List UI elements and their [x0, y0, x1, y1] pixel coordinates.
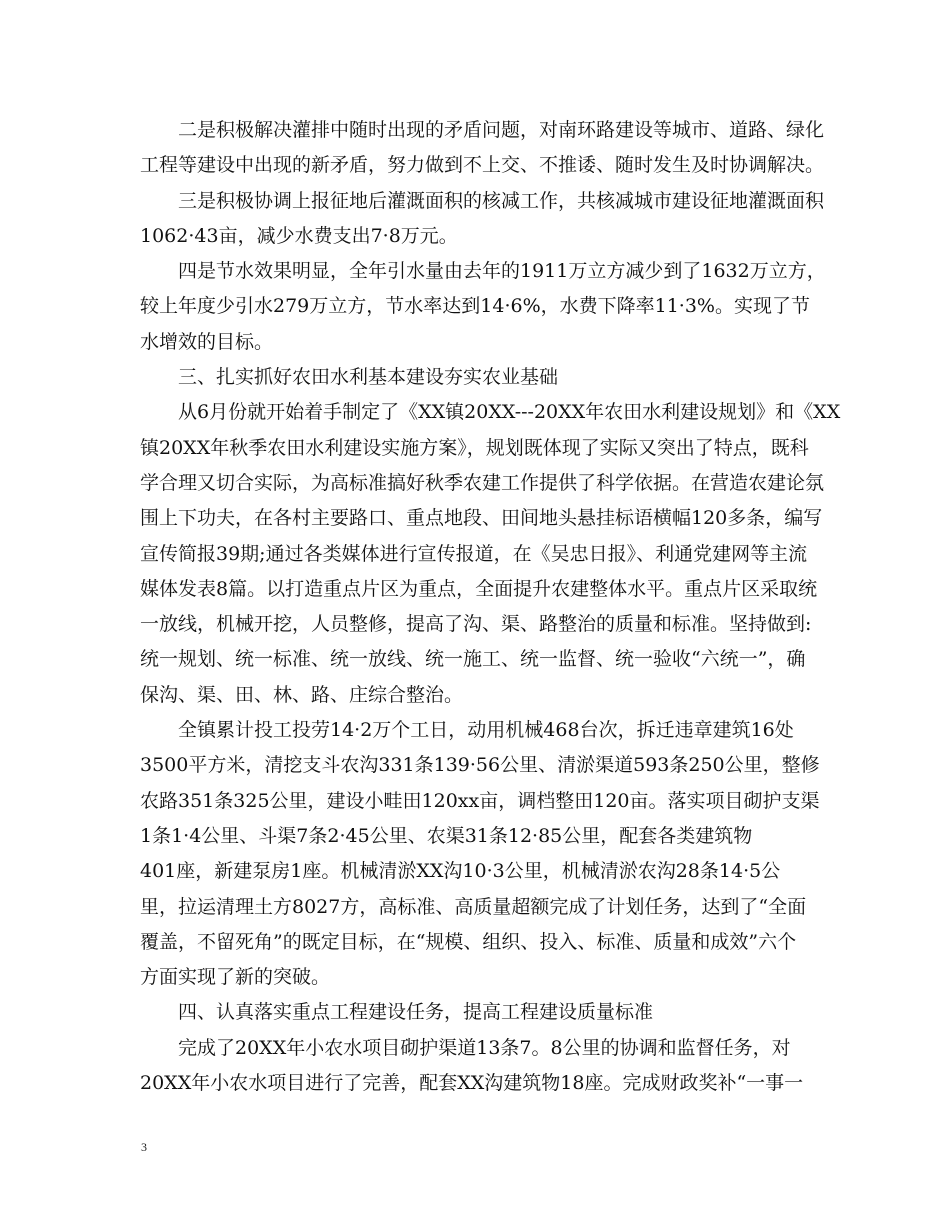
- section-heading: 三、扎实抓好农田水利基本建设夯实农业基础: [140, 366, 559, 389]
- text-line: 三是积极协调上报征地后灌溉面积的核减工作，共核减城市建设征地灌溉面积: [140, 189, 825, 212]
- text-line: 里，拉运清理土方8027方，高标准、高质量超额完成了计划任务，达到了“全面: [140, 895, 807, 918]
- text-line: 二是积极解决灌排中随时出现的矛盾问题，对南环路建设等城市、道路、绿化: [140, 119, 825, 141]
- text-line: 一放线，机械开挖，人员整修，提高了沟、渠、路整治的质量和标准。坚持做到:: [140, 613, 812, 636]
- text-line: 401座，新建泵房1座。机械清淤XX沟10·3公里，机械清淤农沟28条14·5公: [140, 860, 781, 883]
- text-line: 镇20XX年秋季农田水利建设实施方案》，规划既体现了实际又突出了特点，既科: [140, 436, 809, 459]
- text-line: 1条1·4公里、斗渠7条2·45公里、农渠31条12·85公里，配套各类建筑物: [140, 824, 753, 847]
- text-line: 20XX年小农水项目进行了完善，配套XX沟建筑物18座。完成财政奖补“一事一: [140, 1072, 804, 1095]
- text-line: 较上年度少引水279万立方，节水率达到14·6%，水费下降率11·3%。实现了节: [140, 295, 810, 318]
- text-line: 统一规划、统一标准、统一放线、统一施工、统一监督、统一验收“六统一”，确: [140, 648, 806, 671]
- text-line: 方面实现了新的突破。: [140, 966, 331, 989]
- text-line: 1062·43亩，减少水费支出7·8万元。: [140, 224, 458, 247]
- text-line: 四是节水效果明显，全年引水量由去年的1911万立方减少到了1632万立方，: [140, 260, 826, 283]
- text-line: 从6月份就开始着手制定了《XX镇20XX---20XX年农田水利建设规划》和《XX: [140, 401, 841, 424]
- text-line: 农路351条325公里，建设小畦田120xx亩，调档整田120亩。落实项目砌护支渠: [140, 789, 820, 812]
- text-line: 工程等建设中出现的新矛盾，努力做到不上交、不推诿、随时发生及时协调解决。: [140, 154, 825, 177]
- text-line: 覆盖，不留死角”的既定目标，在“规模、组织、投入、标准、质量和成效”六个: [140, 930, 797, 953]
- page-number: 3: [141, 1140, 147, 1154]
- text-line: 保沟、渠、田、林、路、庄综合整治。: [140, 683, 464, 706]
- document-body: [140, 113, 841, 1101]
- text-line: 完成了20XX年小农水项目砌护渠道13条7。8公里的协调和监督任务，对: [140, 1036, 791, 1059]
- text-line: 3500平方米，清挖支斗农沟331条139·56公里、清淤渠道593条250公里，整修: [140, 754, 820, 777]
- text-line: 围上下功夫，在各村主要路口、重点地段、田间地头悬挂标语横幅120多条，编写: [140, 507, 823, 530]
- text-line: 媒体发表8篇。以打造重点片区为重点，全面提升农建整体水平。重点片区采取统: [140, 577, 818, 600]
- text-line: 宣传简报39期;通过各类媒体进行宣传报道，在《吴忠日报》、利通党建网等主流: [140, 542, 808, 565]
- text-line: 水增效的目标。: [140, 330, 274, 353]
- text-line: 学合理又切合实际，为高标准搞好秋季农建工作提供了科学依据。在营造农建论氛: [140, 471, 825, 494]
- section-heading: 四、认真落实重点工程建设任务，提高工程建设质量标准: [140, 1001, 654, 1024]
- text-line: 全镇累计投工投劳14·2万个工日，动用机械468台次，拆迁违章建筑16处: [140, 719, 794, 742]
